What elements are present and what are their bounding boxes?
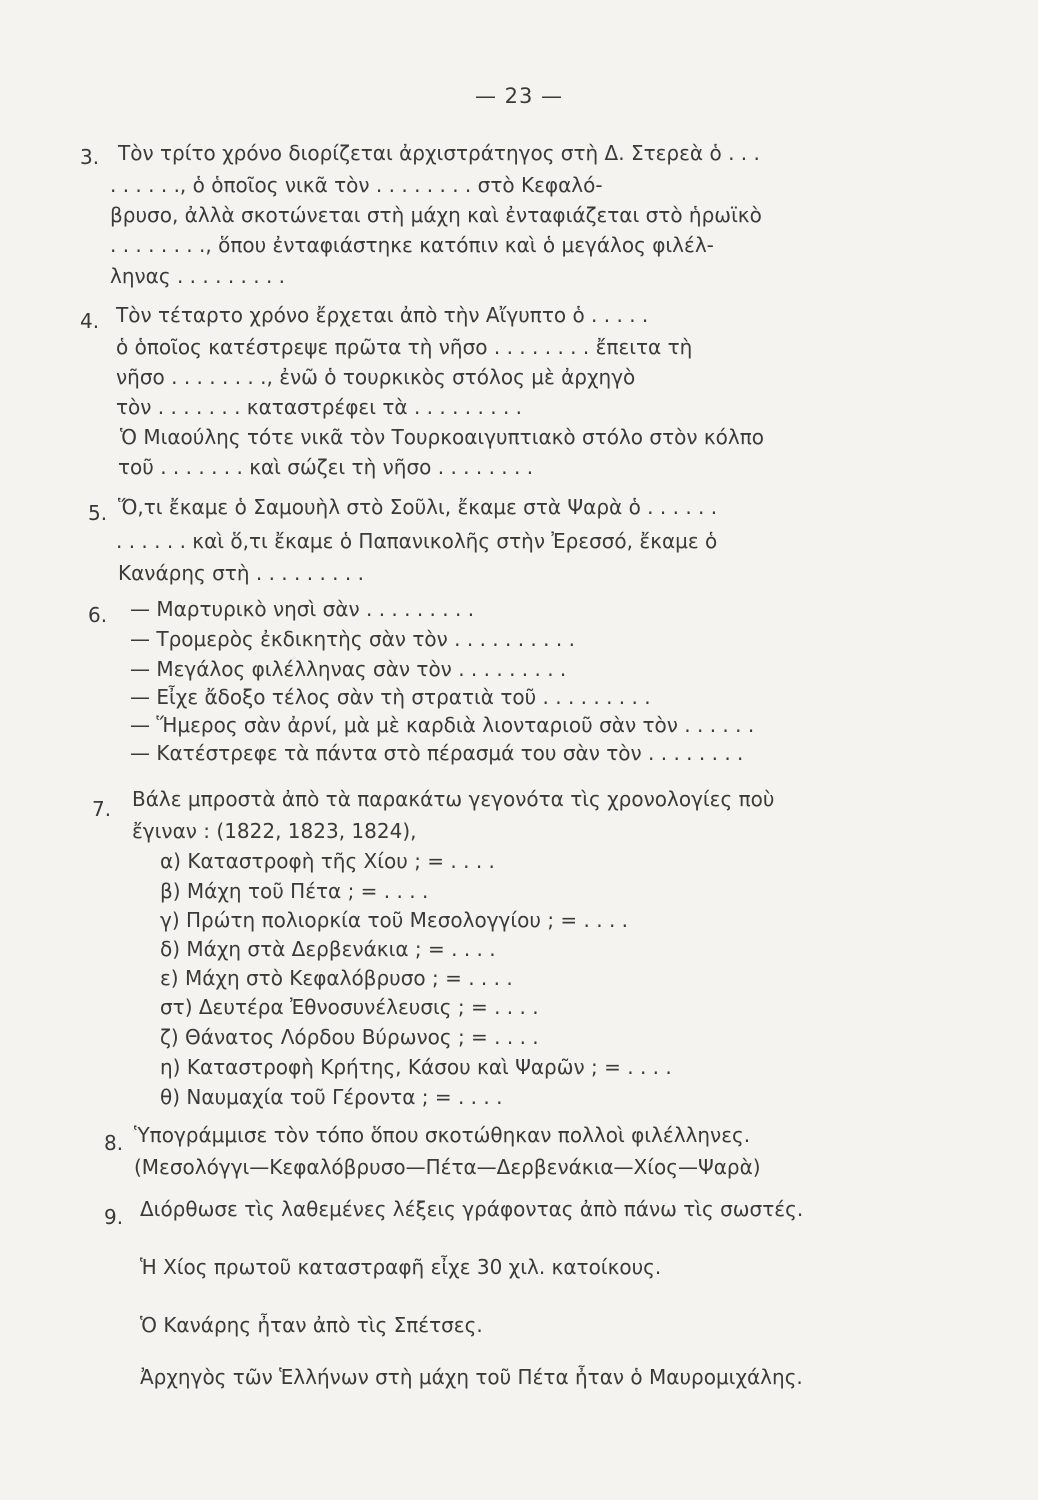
page-number: — 23 —	[474, 84, 564, 108]
question-7-item-d: δ) Μάχη στὰ Δερβενάκια ; = . . . .	[160, 937, 496, 961]
question-7-item-i: η) Καταστροφὴ Κρήτης, Κάσου καὶ Ψαρῶν ; = . . . .	[160, 1055, 672, 1079]
question-4-number: 4.	[80, 309, 100, 333]
question-4-line-5: Ὁ Μιαούλης τότε νικᾶ τὸν Τουρκοαιγυπτιακὸ στόλο στὸν κόλπο	[120, 425, 765, 449]
question-9-line-1: Διόρθωσε τὶς λαθεμένες λέξεις γράφοντας ἀπὸ πάνω τὶς σωστές.	[140, 1197, 804, 1221]
question-7-item-z: ζ) Θάνατος Λόρδου Βύρωνος ; = . . . .	[160, 1025, 539, 1049]
question-6-number: 6.	[88, 603, 108, 627]
question-6-item-1: — Μαρτυρικὸ νησὶ σὰν . . . . . . . . .	[130, 597, 475, 621]
question-7-item-c: γ) Πρώτη πολιορκία τοῦ Μεσολογγίου ; = . . . .	[160, 908, 629, 932]
question-6-item-2: — Τρομερὸς ἐκδικητὴς σὰν τὸν . . . . . . . . . .	[130, 627, 575, 651]
question-4-line-3: νῆσο . . . . . . . ., ἐνῶ ὁ τουρκικὸς στόλος μὲ ἀρχηγὸ	[116, 365, 636, 389]
question-3-line-2: . . . . . ., ὁ ὁποῖος νικᾶ τὸν . . . . . . . . στὸ Κεφαλό-	[110, 173, 603, 197]
question-6-item-5: — Ἥμερος σὰν ἀρνί, μὰ μὲ καρδιὰ λιονταριοῦ σὰν τὸν . . . . . .	[130, 713, 755, 737]
question-9-number: 9.	[104, 1205, 124, 1229]
question-8-line-2: (Μεσολόγγι—Κεφαλόβρυσο—Πέτα—Δερβενάκια—Χίος—Ψαρὰ)	[134, 1155, 761, 1179]
question-4-line-4: τὸν . . . . . . . καταστρέφει τὰ . . . . . . . . .	[116, 395, 523, 419]
question-4-line-6: τοῦ . . . . . . . καὶ σώζει τὴ νῆσο . . . . . . . .	[118, 455, 534, 479]
question-3-line-1: Τὸν τρίτο χρόνο διορίζεται ἀρχιστράτηγος στὴ Δ. Στερεὰ ὁ . . .	[118, 141, 760, 165]
question-5-line-2: . . . . . . καὶ ὅ,τι ἔκαμε ὁ Παπανικολῆς στὴν Ἐρεσσό, ἔκαμε ὁ	[116, 529, 718, 553]
question-6-item-6: — Κατέστρεφε τὰ πάντα στὸ πέρασμά του σὰν τὸν . . . . . . . .	[130, 741, 744, 765]
question-5-line-1: Ὅ,τι ἔκαμε ὁ Σαμουὴλ στὸ Σοῦλι, ἔκαμε στὰ Ψαρὰ ὁ . . . . . .	[118, 495, 718, 519]
question-9-sentence-2: Ὁ Κανάρης ἦταν ἀπὸ τὶς Σπέτσες.	[140, 1313, 483, 1337]
question-7-item-a: α) Καταστροφὴ τῆς Χίου ; = . . . .	[160, 849, 495, 873]
question-7-item-st: στ) Δευτέρα Ἐθνοσυνέλευσις ; = . . . .	[160, 995, 539, 1019]
question-3-number: 3.	[80, 145, 100, 169]
question-7-number: 7.	[92, 797, 112, 821]
question-7-item-e: ε) Μάχη στὸ Κεφαλόβρυσο ; = . . . .	[160, 966, 513, 990]
question-3-line-3: βρυσο, ἀλλὰ σκοτώνεται στὴ μάχη καὶ ἐνταφιάζεται στὸ ἡρωϊκὸ	[110, 203, 762, 227]
question-7-line-2: ἔγιναν : (1822, 1823, 1824),	[132, 819, 417, 843]
question-7-item-th: θ) Ναυμαχία τοῦ Γέροντα ; = . . . .	[160, 1085, 503, 1109]
question-6-item-3: — Μεγάλος φιλέλληνας σὰν τὸν . . . . . . . . .	[130, 657, 567, 681]
question-8-line-1: Ὑπογράμμισε τὸν τόπο ὅπου σκοτώθηκαν πολλοὶ φιλέλληνες.	[134, 1123, 751, 1147]
question-4-line-2: ὁ ὁποῖος κατέστρεψε πρῶτα τὴ νῆσο . . . . . . . . ἔπειτα τὴ	[116, 335, 693, 359]
question-9-sentence-1: Ἡ Χίος πρωτοῦ καταστραφῆ εἶχε 30 χιλ. κατοίκους.	[140, 1255, 662, 1279]
question-7-item-b: β) Μάχη τοῦ Πέτα ; = . . . .	[160, 879, 429, 903]
question-3-line-4: . . . . . . . ., ὅπου ἐνταφιάστηκε κατόπιν καὶ ὁ μεγάλος φιλέλ-	[110, 233, 714, 257]
question-3-line-5: ληνας . . . . . . . . .	[110, 264, 286, 288]
question-8-number: 8.	[104, 1131, 124, 1155]
question-9-sentence-3: Ἀρχηγὸς τῶν Ἑλλήνων στὴ μάχη τοῦ Πέτα ἦταν ὁ Μαυρομιχάλης.	[140, 1365, 803, 1389]
question-4-line-1: Τὸν τέταρτο χρόνο ἔρχεται ἀπὸ τὴν Αἴγυπτο ὁ . . . . .	[116, 303, 649, 327]
question-5-line-3: Κανάρης στὴ . . . . . . . . .	[118, 561, 364, 585]
question-5-number: 5.	[88, 501, 108, 525]
question-6-item-4: — Εἶχε ἄδοξο τέλος σὰν τὴ στρατιὰ τοῦ . . . . . . . . .	[130, 685, 651, 709]
question-7-line-1: Βάλε μπροστὰ ἀπὸ τὰ παρακάτω γεγονότα τὶς χρονολογίες ποὺ	[132, 787, 775, 811]
